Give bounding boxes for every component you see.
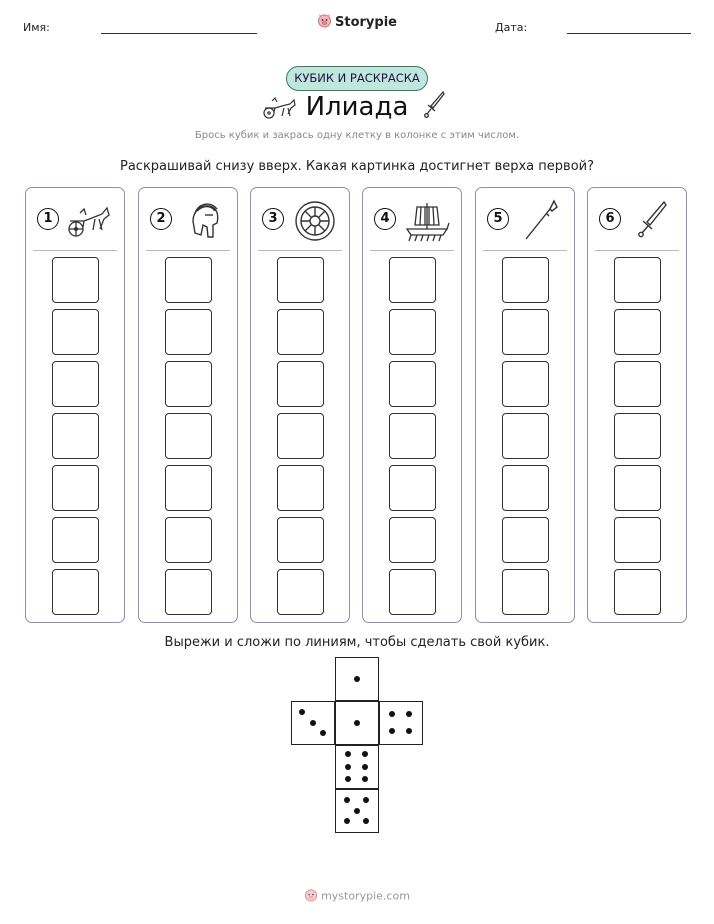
color-cell[interactable] <box>165 361 212 407</box>
spear-icon <box>516 199 564 243</box>
die-pip <box>354 676 360 682</box>
pig-logo-icon <box>317 13 332 32</box>
footer-pig-icon <box>304 888 318 905</box>
column-3 <box>250 187 350 623</box>
color-cell[interactable] <box>277 517 324 563</box>
color-cell[interactable] <box>52 361 99 407</box>
color-cell[interactable] <box>502 361 549 407</box>
color-cell[interactable] <box>614 569 661 615</box>
cut-instruction: Вырежи и сложи по линиям, чтобы сделать свой кубик. <box>164 635 550 650</box>
color-cell[interactable] <box>389 413 436 459</box>
date-line <box>567 33 691 34</box>
color-cell[interactable] <box>389 517 436 563</box>
die-pip <box>363 797 369 803</box>
color-cell[interactable] <box>389 361 436 407</box>
brand-name: Storypie <box>335 15 397 30</box>
die-face-3 <box>291 701 335 745</box>
color-cell[interactable] <box>614 517 661 563</box>
column-number: 6 <box>599 208 621 230</box>
instruction-text: Раскрашивай снизу вверх. Какая картинка достигнет верха первой? <box>119 159 594 174</box>
die-face-1 <box>335 701 379 745</box>
die-face-6 <box>335 745 379 789</box>
die-pip <box>362 776 368 782</box>
column-number: 2 <box>150 208 172 230</box>
die-pip <box>344 818 350 824</box>
die-pip <box>362 751 368 757</box>
color-cell[interactable] <box>277 413 324 459</box>
color-cell[interactable] <box>502 257 549 303</box>
shield-icon <box>291 199 339 243</box>
name-label: Имя: <box>23 21 50 34</box>
die-pip <box>310 720 316 726</box>
column-divider <box>483 250 567 251</box>
color-cell[interactable] <box>389 569 436 615</box>
sword-title-icon <box>423 90 447 126</box>
die-pip <box>345 776 351 782</box>
color-cell[interactable] <box>389 309 436 355</box>
chariot-icon <box>66 199 114 243</box>
die-pip <box>389 728 395 734</box>
brand-logo <box>0 13 714 32</box>
color-cell[interactable] <box>165 517 212 563</box>
color-cell[interactable] <box>502 309 549 355</box>
color-cell[interactable] <box>165 413 212 459</box>
activity-badge: КУБИК И РАСКРАСКА <box>286 66 428 91</box>
column-divider <box>33 250 117 251</box>
die-pip <box>345 751 351 757</box>
footer <box>0 888 714 905</box>
color-cell[interactable] <box>614 309 661 355</box>
color-cell[interactable] <box>52 517 99 563</box>
die-face-5 <box>335 789 379 833</box>
die-pip <box>354 720 360 726</box>
page-title: Илиада <box>305 92 409 122</box>
color-cell[interactable] <box>614 413 661 459</box>
column-divider <box>595 250 679 251</box>
color-cell[interactable] <box>502 569 549 615</box>
column-number: 1 <box>37 208 59 230</box>
die-face-4 <box>379 701 423 745</box>
color-cell[interactable] <box>52 465 99 511</box>
column-5 <box>475 187 575 623</box>
color-cell[interactable] <box>614 361 661 407</box>
column-6 <box>587 187 687 623</box>
color-cell[interactable] <box>389 257 436 303</box>
column-divider <box>258 250 342 251</box>
color-cell[interactable] <box>277 361 324 407</box>
die-pip <box>406 711 412 717</box>
die-pip <box>406 728 412 734</box>
color-cell[interactable] <box>165 309 212 355</box>
color-cell[interactable] <box>165 465 212 511</box>
die-pip <box>389 711 395 717</box>
color-cell[interactable] <box>502 517 549 563</box>
color-cell[interactable] <box>165 257 212 303</box>
color-cell[interactable] <box>277 257 324 303</box>
column-divider <box>146 250 230 251</box>
sword-icon <box>628 199 676 243</box>
color-cell[interactable] <box>52 569 99 615</box>
die-pip <box>320 730 326 736</box>
color-cell[interactable] <box>52 257 99 303</box>
color-cell[interactable] <box>165 569 212 615</box>
die-pip <box>345 764 351 770</box>
color-cell[interactable] <box>614 465 661 511</box>
color-cell[interactable] <box>277 309 324 355</box>
die-pip <box>362 764 368 770</box>
page-subtitle: Брось кубик и закрась одну клетку в колонке с этим числом. <box>194 130 520 141</box>
column-4 <box>362 187 462 623</box>
die-pip <box>363 818 369 824</box>
date-label: Дата: <box>495 21 528 34</box>
die-pip <box>354 808 360 814</box>
color-cell[interactable] <box>614 257 661 303</box>
column-number: 4 <box>374 208 396 230</box>
die-face-1 <box>335 657 379 701</box>
die-pip <box>299 709 305 715</box>
color-cell[interactable] <box>52 309 99 355</box>
color-cell[interactable] <box>389 465 436 511</box>
column-number: 3 <box>262 208 284 230</box>
footer-url: mystorypie.com <box>321 889 410 903</box>
column-number: 5 <box>487 208 509 230</box>
color-cell[interactable] <box>277 465 324 511</box>
name-line <box>101 33 257 34</box>
helmet-icon <box>179 199 227 243</box>
ship-icon <box>403 199 451 243</box>
column-1 <box>25 187 125 623</box>
color-cell[interactable] <box>277 569 324 615</box>
column-divider <box>370 250 454 251</box>
color-cell[interactable] <box>52 413 99 459</box>
color-cell[interactable] <box>502 465 549 511</box>
column-2 <box>138 187 238 623</box>
die-pip <box>344 797 350 803</box>
color-cell[interactable] <box>502 413 549 459</box>
